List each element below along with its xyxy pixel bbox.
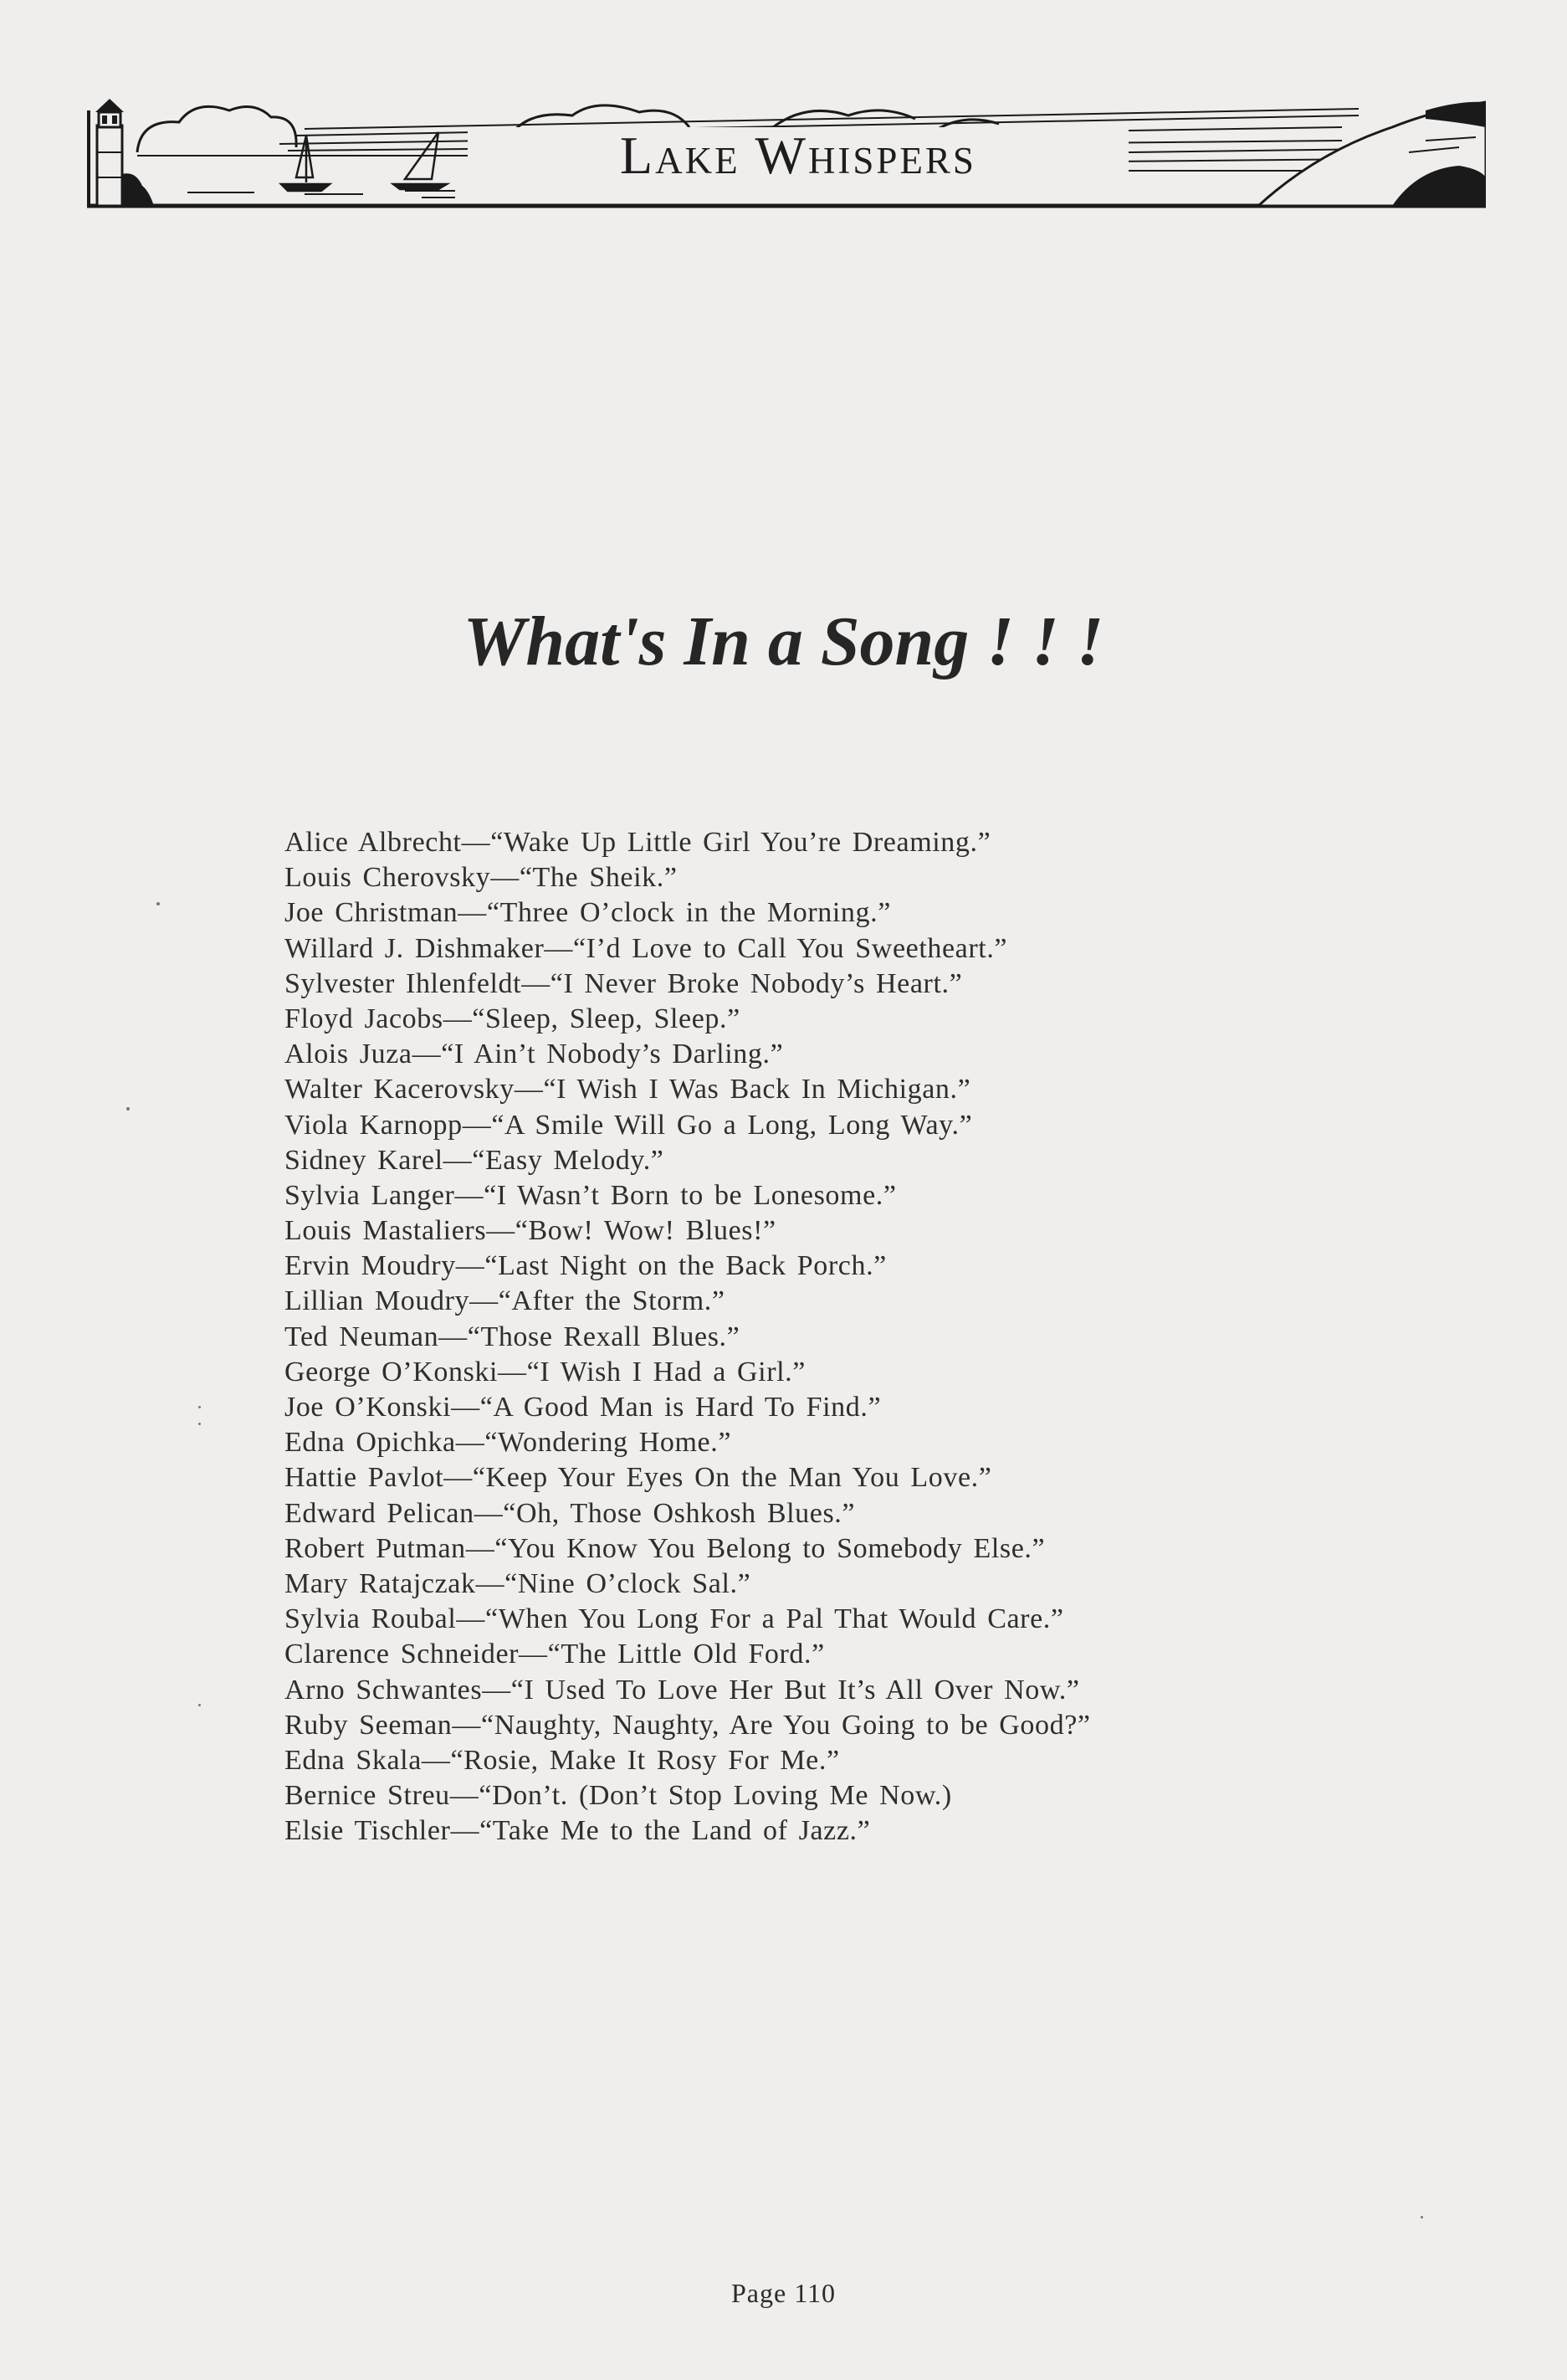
list-item: Clarence Schneider—“The Little Old Ford.” <box>284 1639 825 1670</box>
list-item: Sylvia Roubal—“When You Long For a Pal That Would Care.” <box>284 1603 1064 1635</box>
list-item: Edna Skala—“Rosie, Make It Rosy For Me.” <box>284 1744 840 1776</box>
list-item: Elsie Tischler—“Take Me to the Land of Jazz.” <box>284 1815 871 1847</box>
list-item: Sylvia Langer—“I Wasn’t Born to be Lonesome.” <box>284 1179 897 1211</box>
list-item: George O’Konski—“I Wish I Had a Girl.” <box>284 1356 806 1387</box>
list-item: Ervin Moudry—“Last Night on the Back Porch.” <box>284 1250 887 1282</box>
list-item: Sidney Karel—“Easy Melody.” <box>284 1144 664 1176</box>
list-item: Hattie Pavlot—“Keep Your Eyes On the Man You Love.” <box>284 1462 992 1494</box>
print-speck <box>126 1107 130 1110</box>
list-item: Lillian Moudry—“After the Storm.” <box>284 1285 725 1317</box>
print-speck <box>198 1704 201 1706</box>
lighthouse-icon <box>95 99 154 206</box>
list-item: Walter Kacerovsky—“I Wish I Was Back In Michigan.” <box>284 1074 971 1105</box>
list-item: Viola Karnopp—“A Smile Will Go a Long, Long Way.” <box>284 1109 973 1141</box>
list-item: Joe Christman—“Three O’clock in the Morning.” <box>284 897 891 929</box>
print-speck <box>156 902 160 905</box>
list-item: Bernice Streu—“Don’t. (Don’t Stop Loving Me Now.) <box>284 1780 952 1812</box>
list-item: Louis Mastaliers—“Bow! Wow! Blues!” <box>284 1215 776 1247</box>
print-speck <box>198 1423 201 1425</box>
list-item: Arno Schwantes—“I Used To Love Her But It’s All Over Now.” <box>284 1674 1080 1705</box>
list-item: Floyd Jacobs—“Sleep, Sleep, Sleep.” <box>284 1003 740 1034</box>
list-item: Ruby Seeman—“Naughty, Naughty, Are You Going to be Good?” <box>284 1709 1091 1741</box>
list-item: Ted Neuman—“Those Rexall Blues.” <box>284 1321 740 1352</box>
page-number: Page 110 <box>730 2278 836 2308</box>
banner-title: Lake Whispers <box>620 126 976 185</box>
list-item: Joe O’Konski—“A Good Man is Hard To Find.” <box>284 1392 882 1423</box>
page-title: What's In a Song ! ! ! <box>463 603 1104 680</box>
print-speck <box>1421 2216 1423 2218</box>
list-item: Edward Pelican—“Oh, Those Oshkosh Blues.” <box>284 1497 856 1529</box>
song-list <box>284 825 1372 1849</box>
list-item: Alice Albrecht—“Wake Up Little Girl You’re Dreaming.” <box>284 827 991 858</box>
print-speck <box>198 1406 201 1408</box>
list-item: Edna Opichka—“Wondering Home.” <box>284 1427 732 1459</box>
list-item: Mary Ratajczak—“Nine O’clock Sal.” <box>284 1567 751 1599</box>
list-item: Alois Juza—“I Ain’t Nobody’s Darling.” <box>284 1039 784 1070</box>
list-item: Sylvester Ihlenfeldt—“I Never Broke Nobody’s Heart.” <box>284 967 963 999</box>
list-item: Robert Putman—“You Know You Belong to Somebody Else.” <box>284 1532 1046 1564</box>
header-banner <box>87 94 1486 213</box>
list-item: Willard J. Dishmaker—“I’d Love to Call You Sweetheart.” <box>284 932 1008 964</box>
list-item: Louis Cherovsky—“The Sheik.” <box>284 862 678 894</box>
